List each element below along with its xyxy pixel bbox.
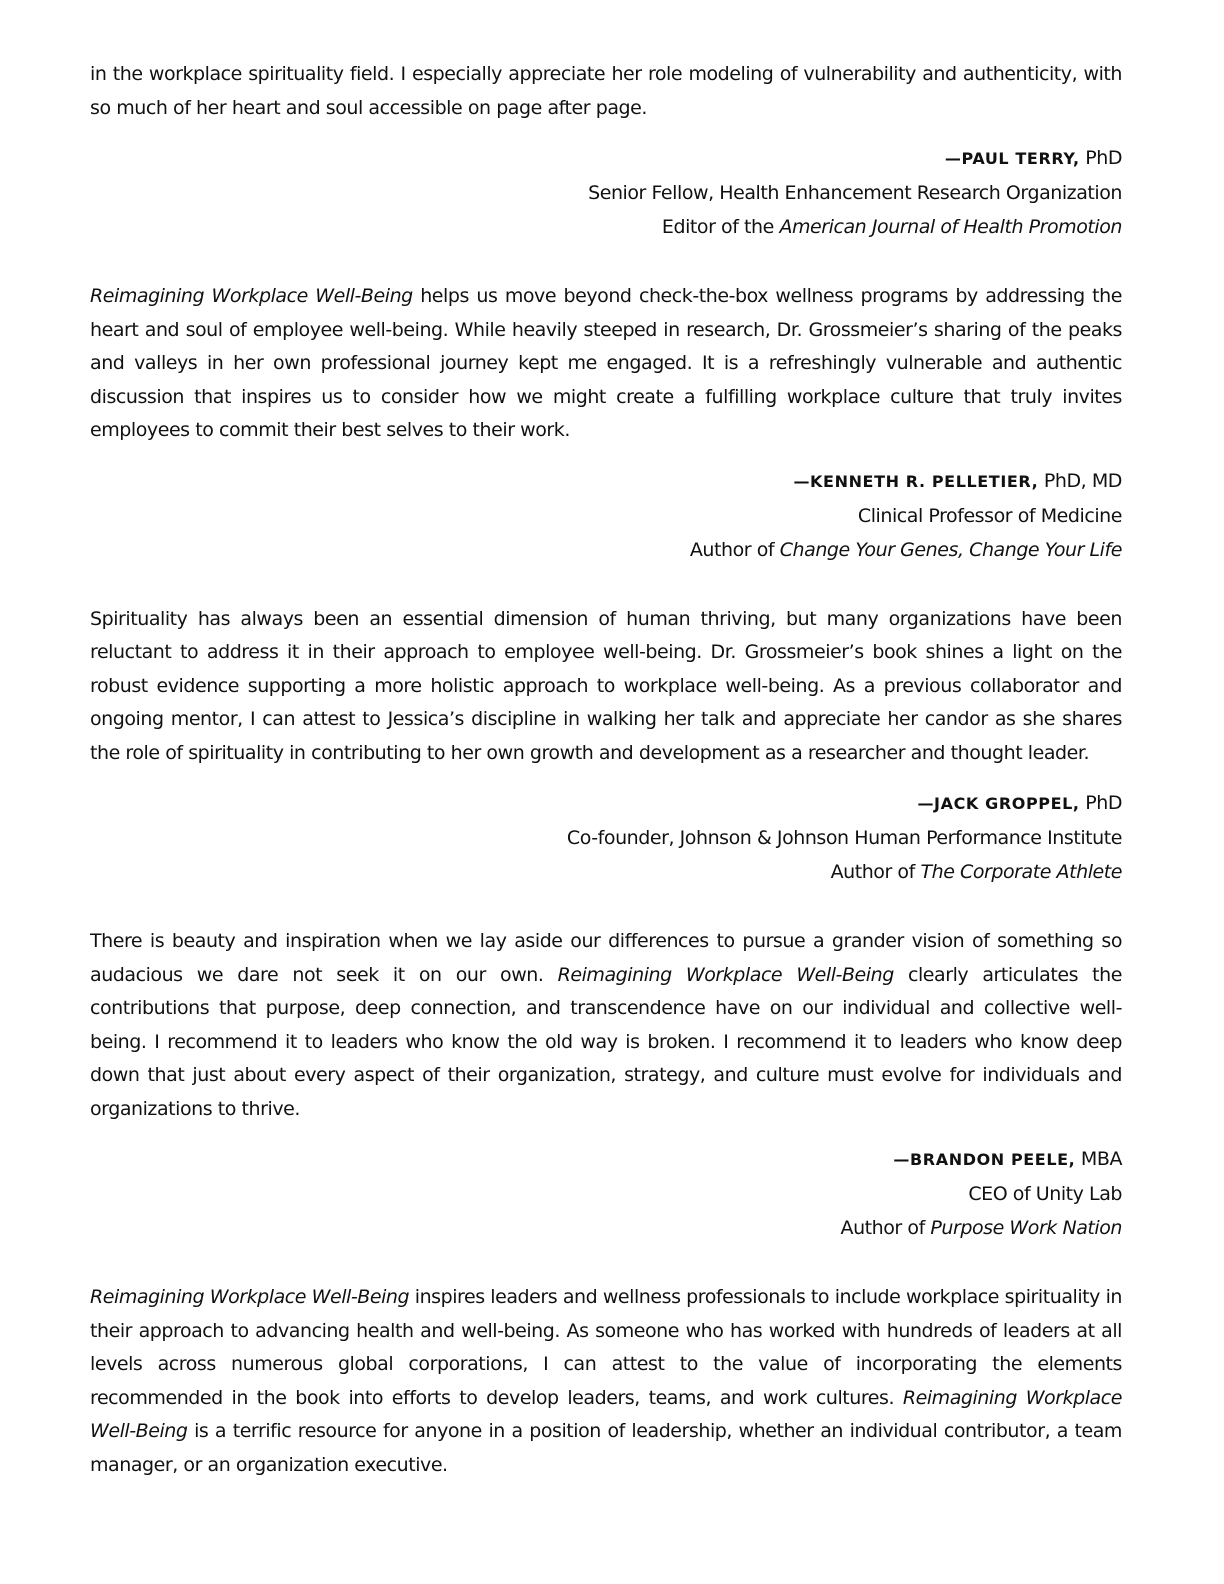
attribution-role-line: [90, 533, 1122, 567]
role-text: Co-founder, Johnson & Johnson Human Performance Institute: [566, 827, 1122, 849]
attribution-name-line: [90, 141, 1122, 176]
endorsement-jack-groppel: [90, 603, 1122, 890]
quote-text: There is beauty and inspiration when we lay aside our differences to pursue a grander vision of something so audacious we dare not seek it on our own.: [90, 930, 1122, 986]
role-title-italic: American Journal of Health Promotion: [779, 216, 1122, 238]
role-title-italic: Change Your Genes, Change Your Life: [779, 538, 1122, 561]
endorser-credential: PhD: [1079, 792, 1122, 814]
endorser-name: —BRANDON PEELE,: [893, 1150, 1076, 1169]
book-title-italic: Reimagining Workplace Well-Being: [90, 1286, 410, 1308]
role-title-italic: Purpose Work Nation: [930, 1217, 1122, 1239]
role-text: CEO of Unity Lab: [968, 1183, 1122, 1205]
role-title-italic: The Corporate Athlete: [920, 861, 1122, 883]
endorsement-attribution: [90, 786, 1122, 889]
role-text: Author of: [840, 1217, 931, 1239]
role-text: Author of: [830, 861, 921, 883]
endorser-name: —KENNETH R. PELLETIER,: [793, 471, 1039, 491]
quote-text: helps us move beyond check-the-box wellness programs by addressing the heart and soul of employee well-being. While heavily steeped in research, Dr. Grossmeier’s sharing of the peaks and valleys in her own professional journey kept me engaged. It is a refreshingly vulnerable and authentic discussion that inspires us to consider how we might create a fulfilling workplace culture that truly invites employees to commit their best selves to their work.: [90, 285, 1122, 441]
book-title-italic: Reimagining Workplace Well-Being: [90, 285, 413, 307]
endorser-credential: PhD, MD: [1038, 469, 1122, 492]
book-title-italic: Reimagining Workplace Well-Being: [90, 1386, 1122, 1442]
attribution-role-line: [90, 855, 1122, 889]
attribution-role-line: [90, 821, 1122, 855]
endorsement-paul-terry: [90, 58, 1122, 244]
endorsement-quote: [90, 925, 1122, 1126]
endorsement-kenneth-pelletier: [90, 280, 1122, 567]
attribution-name-line: [90, 464, 1122, 499]
endorsements-page: [90, 58, 1122, 1482]
role-text: Senior Fellow, Health Enhancement Research Organization: [588, 182, 1122, 204]
quote-text: in the workplace spirituality field. I especially appreciate her role modeling of vulnerability and authenticity, with so much of her heart and soul accessible on page after page.: [90, 63, 1122, 119]
quote-text: Spirituality has always been an essential dimension of human thriving, but many organizations have been reluctant to address it in their approach to employee well-being. Dr. Grossmeier’s book shines a light on the robust evidence supporting a more holistic approach to workplace well-being. As a previous collaborator and ongoing mentor, I can attest to Jessica’s discipline in walking her talk and appreciate her candor as she shares the role of spirituality in contributing to her own growth and development as a researcher and thought leader.: [90, 607, 1122, 764]
endorser-name: —JACK GROPPEL,: [917, 794, 1080, 813]
attribution-role-line: [90, 499, 1122, 533]
quote-text: clearly articulates the contributions that purpose, deep connection, and transcendence have on our individual and collective well-being. I recommend it to leaders who know the old way is broken. I recommend it to leaders who know deep down that just about every aspect of their organization, strategy, and culture must evolve for individuals and organizations to thrive.: [90, 963, 1122, 1120]
endorsement-final: [90, 1281, 1122, 1482]
endorsement-quote: [90, 1281, 1122, 1482]
role-text: Clinical Professor of Medicine: [857, 504, 1122, 527]
attribution-role-line: [90, 1177, 1122, 1211]
endorser-credential: MBA: [1075, 1148, 1122, 1170]
endorser-credential: PhD: [1079, 147, 1122, 169]
attribution-name-line: [90, 1142, 1122, 1177]
quote-text: inspires leaders and wellness professionals to include workplace spirituality in their approach to advancing health and well-being. As someone who has worked with hundreds of leaders at all levels across numerous global corporations, I can attest to the value of incorporating the elements recommended in the book into efforts to develop leaders, teams, and work cultures.: [90, 1286, 1122, 1409]
endorsement-attribution: [90, 464, 1122, 567]
endorsement-attribution: [90, 141, 1122, 244]
attribution-role-line: [90, 176, 1122, 210]
endorser-name: —PAUL TERRY,: [944, 149, 1080, 168]
book-title-italic: Reimagining Workplace Well-Being: [557, 963, 894, 986]
endorsement-quote: [90, 280, 1122, 448]
endorsement-attribution: [90, 1142, 1122, 1245]
attribution-role-line: [90, 1211, 1122, 1245]
attribution-role-line: [90, 210, 1122, 244]
endorsement-quote: [90, 58, 1122, 125]
attribution-name-line: [90, 786, 1122, 821]
role-text: Author of: [689, 538, 780, 561]
role-text: Editor of the: [661, 216, 780, 238]
endorsement-brandon-peele: [90, 925, 1122, 1245]
endorsement-quote: [90, 603, 1122, 771]
quote-text: is a terrific resource for anyone in a position of leadership, whether an individual contributor, a team manager, or an organization executive.: [90, 1420, 1122, 1476]
